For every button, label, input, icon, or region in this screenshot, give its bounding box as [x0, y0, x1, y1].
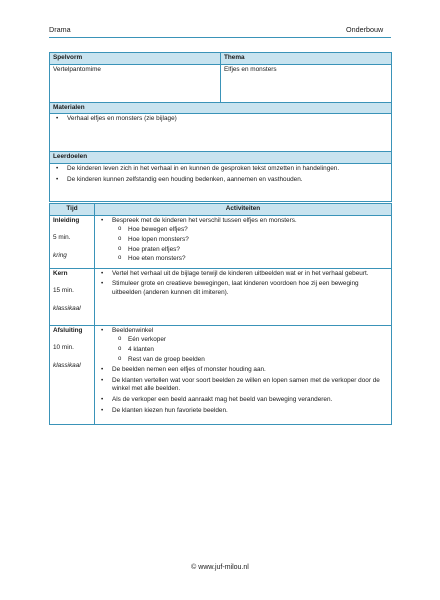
leerdoel-item: • De kinderen leven zich in het verhaal in en kunnen de gesproken tekst omzetten in handelingen. [67, 165, 388, 174]
activity-cell [95, 215, 392, 268]
phase-name: Kern [53, 269, 68, 277]
activity-item: • Vertel het verhaal uit de bijlage terwijl de kinderen uitbeelden wat er in het verhaal gebeurt. [112, 270, 388, 279]
schedule-row-afsluiting [50, 325, 392, 424]
sub-item: o Hoe eten monsters? [128, 255, 388, 264]
spelvorm-value: Vertelpantomime [50, 64, 221, 102]
activity-item [112, 327, 388, 365]
sub-item: o Hoe praten elfjes? [128, 246, 388, 255]
activity-item: • Stimuleer grote en creatieve bewegingen, laat kinderen voordoen hoe zij een beweging uitbeelden (anderen kunnen dit imiteren). [112, 280, 388, 297]
activity-item: • Als de verkoper een beeld aanraakt mag het beeld van beweging veranderen. [112, 396, 388, 405]
phase-name: Afsluiting [53, 326, 83, 334]
schedule-row-inleiding [50, 215, 392, 268]
activity-item: • De klanten vertellen wat voor soort beelden ze willen en lopen samen met de verkoper door de winkel met alle beelden. [112, 377, 388, 394]
phase-duration: 10 min. [53, 344, 74, 352]
info-table [49, 52, 392, 202]
sub-item: o Hoe bewegen elfjes? [128, 226, 388, 235]
header-subject: Drama [49, 25, 71, 34]
time-cell [50, 325, 95, 424]
sub-item: o Hoe lopen monsters? [128, 236, 388, 245]
thema-value: Elfjes en monsters [221, 64, 392, 102]
activity-text: Bespreek met de kinderen het verschil tussen elfjes en monsters. [112, 216, 297, 224]
phase-duration: 5 min. [53, 234, 71, 242]
phase-form: klassikaal [53, 361, 81, 369]
footer-copyright: © www.juf-milou.nl [191, 564, 249, 571]
phase-form: kring [53, 251, 67, 259]
schedule-row-kern [50, 268, 392, 325]
materialen-label: Materialen [50, 102, 392, 114]
activity-item [112, 217, 388, 264]
phase-name: Inleiding [53, 216, 80, 224]
col-tijd-header: Tijd [50, 204, 95, 216]
spelvorm-label: Spelvorm [50, 53, 221, 65]
sub-item: o Eén verkoper [128, 336, 388, 345]
phase-duration: 15 min. [53, 287, 74, 295]
schedule-table [49, 203, 392, 425]
col-activiteiten-header: Activiteiten [95, 204, 392, 216]
sub-item: o Rest van de groep beelden [128, 356, 388, 365]
activity-item: • De beelden nemen een elfjes of monster houding aan. [112, 366, 388, 375]
leerdoel-item: • De kinderen kunnen zelfstandig een houding bedenken, aannemen en vasthouden. [67, 176, 388, 185]
materialen-content [50, 114, 392, 152]
activity-cell [95, 325, 392, 424]
activity-text: Beeldenwinkel [112, 326, 154, 334]
leerdoelen-content [50, 163, 392, 201]
activity-cell [95, 268, 392, 325]
time-cell [50, 268, 95, 325]
sub-item: o 4 klanten [128, 346, 388, 355]
activity-item: • De klanten kiezen hun favoriete beelden. [112, 407, 388, 416]
time-cell [50, 215, 95, 268]
phase-form: klassikaal [53, 304, 81, 312]
thema-label: Thema [221, 53, 392, 65]
leerdoelen-label: Leerdoelen [50, 152, 392, 164]
header-divider [49, 37, 391, 38]
materialen-item: • Verhaal elfjes en monsters (zie bijlage) [67, 115, 388, 124]
header-level: Onderbouw [346, 25, 384, 34]
